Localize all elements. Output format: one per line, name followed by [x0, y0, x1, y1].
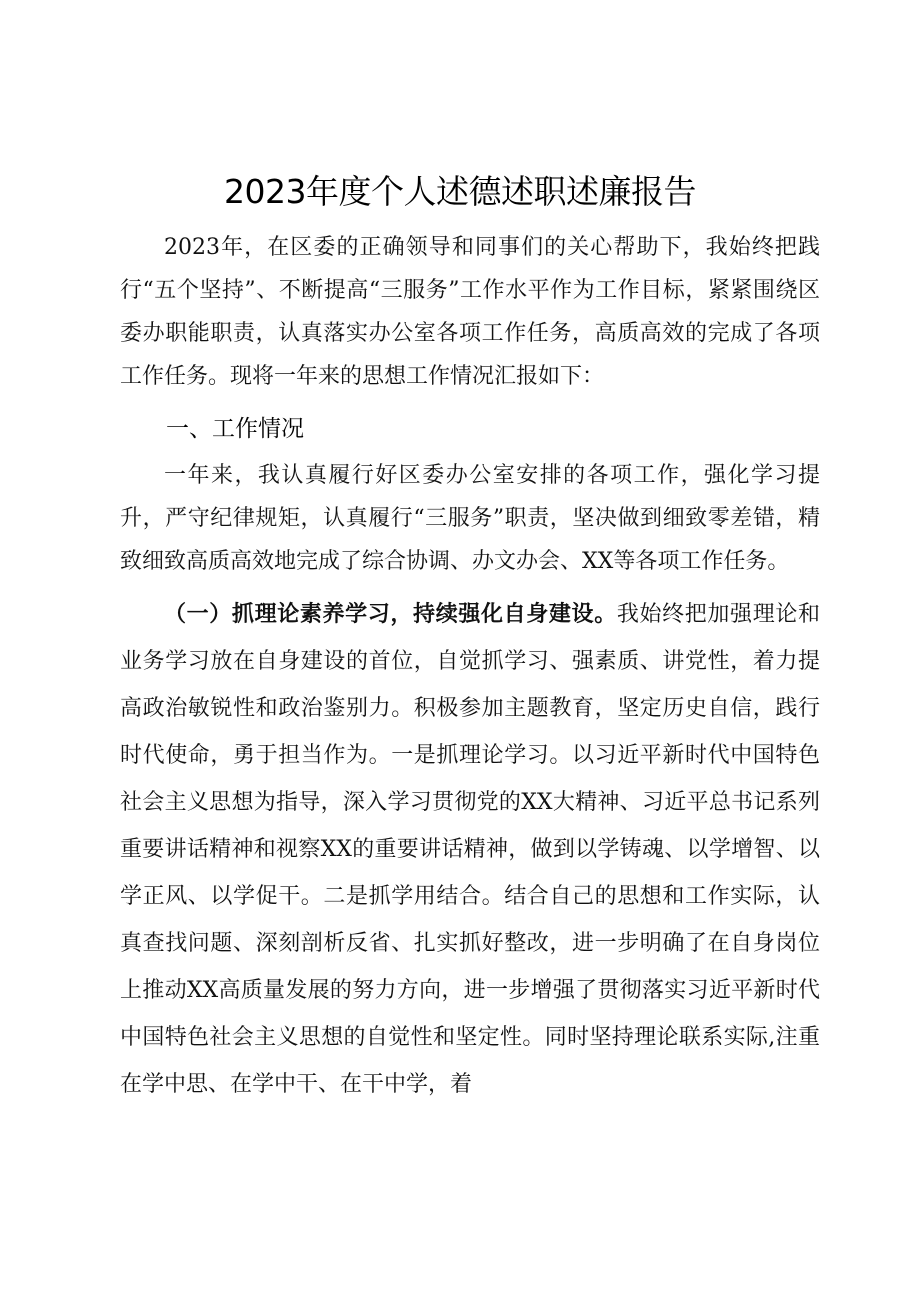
theory-study-paragraph	[120, 591, 820, 1108]
document-title: 2023年度个人述德述职述廉报告	[224, 172, 696, 211]
section-heading-work-situation: 一、工作情况	[166, 416, 304, 442]
subsection-lead: （一）抓理论素养学习，持续强化自身建设。	[164, 602, 617, 627]
document-body	[120, 226, 820, 1108]
intro-paragraph: 2023年，在区委的正确领导和同事们的关心帮助下，我始终把践行“五个坚持”、不断提高“三服务”工作水平作为工作目标，紧紧围绕区委办职能职责，认真落实办公室各项工作任务，高质高效的完成了各项工作任务。现将一年来的思想工作情况汇报如下：	[120, 235, 820, 389]
subsection-body: 我始终把加强理论和业务学习放在自身建设的首位，自觉抓学习、强素质、讲党性，着力提高政治敏锐性和政治鉴别力。积极参加主题教育，坚定历史自信，践行时代使命，勇于担当作为。一是抓理论学习。以习近平新时代中国特色社会主义思想为指导，深入学习贯彻党的XX大精神、习近平总书记系列重要讲话精神和视察XX的重要讲话精神，做到以学铸魂、以学增智、以学正风、以学促干。二是抓学用结合。结合自己的思想和工作实际，认真查找问题、深刻剖析反省、扎实抓好整改，进一步明确了在自身岗位上推动XX高质量发展的努力方向，进一步增强了贯彻落实习近平新时代中国特色社会主义思想的自觉性和坚定性。同时坚持理论联系实际,注重在学中思、在学中干、在干中学，着	[120, 602, 820, 1097]
work-summary-paragraph: 一年来，我认真履行好区委办公室安排的各项工作，强化学习提升，严守纪律规矩，认真履行“三服务”职责，坚决做到细致零差错，精致细致高质高效地完成了综合协调、办文办会、XX等各项工作任务。	[120, 463, 820, 574]
